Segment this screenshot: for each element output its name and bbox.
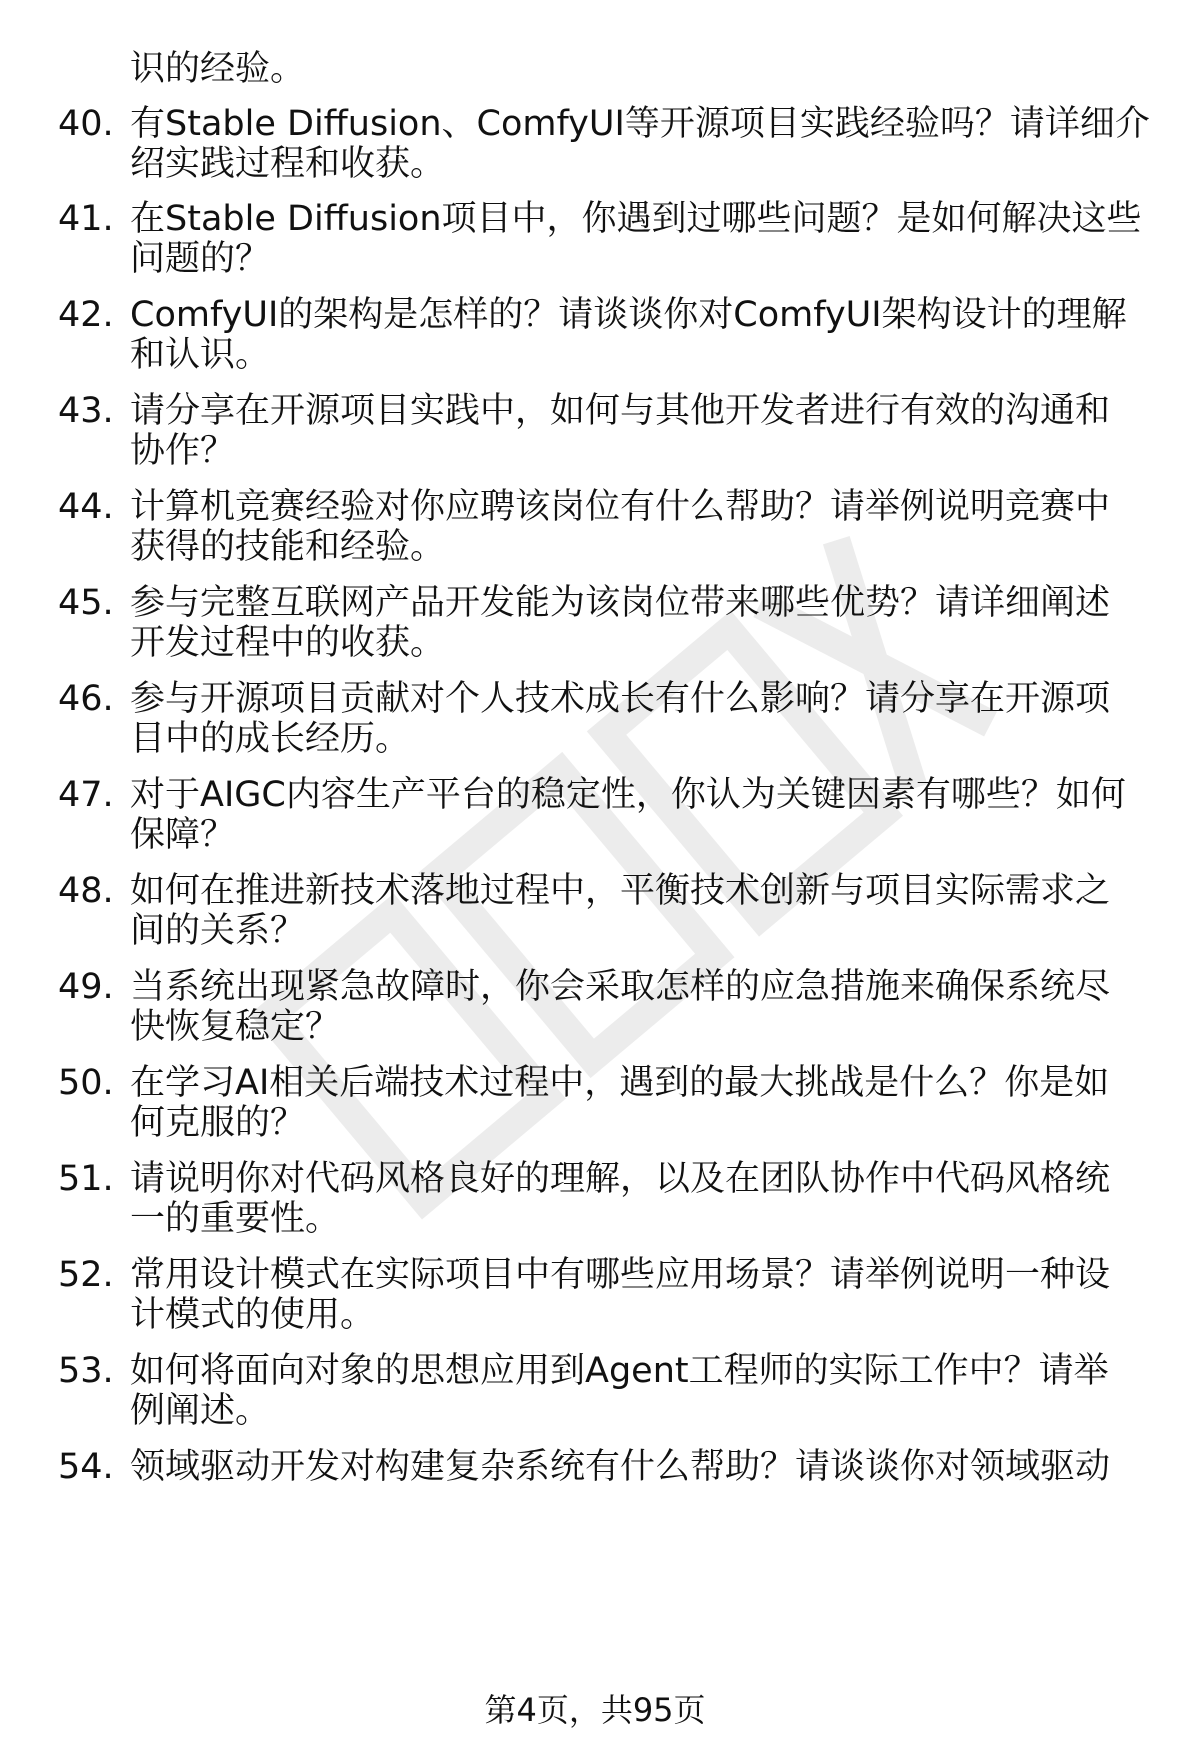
item-text-line: 如何将面向对象的思想应用到Agent工程师的实际工作中？请举 bbox=[130, 1351, 1109, 1391]
item-number: 42. bbox=[58, 295, 114, 335]
item-text-line: 和认识。 bbox=[130, 335, 271, 375]
item-text-line: 如何在推进新技术落地过程中，平衡技术创新与项目实际需求之 bbox=[130, 871, 1111, 911]
item-text-line: 一的重要性。 bbox=[130, 1199, 341, 1239]
item-number: 40. bbox=[58, 104, 114, 144]
item-text-line: 开发过程中的收获。 bbox=[130, 623, 446, 663]
item-text-line: 计算机竞赛经验对你应聘该岗位有什么帮助？请举例说明竞赛中 bbox=[130, 487, 1111, 527]
item-text-line: 何克服的？ bbox=[130, 1103, 306, 1143]
item-text-line: 在Stable Diffusion项目中，你遇到过哪些问题？是如何解决这些 bbox=[130, 199, 1142, 239]
item-text-line: 保障？ bbox=[130, 815, 236, 855]
item-text-line: 间的关系？ bbox=[130, 911, 306, 951]
item-number: 54. bbox=[58, 1447, 114, 1487]
item-text-line: 当系统出现紧急故障时，你会采取怎样的应急措施来确保系统尽 bbox=[130, 967, 1111, 1007]
item-text-line: 请分享在开源项目实践中，如何与其他开发者进行有效的沟通和 bbox=[130, 391, 1111, 431]
item-number: 41. bbox=[58, 199, 114, 239]
item-number: 43. bbox=[58, 391, 114, 431]
item-text-line: ComfyUI的架构是怎样的？请谈谈你对ComfyUI架构设计的理解 bbox=[130, 295, 1127, 335]
item-text-line: 计模式的使用。 bbox=[130, 1295, 376, 1335]
item-text-line: 快恢复稳定？ bbox=[130, 1007, 341, 1047]
item-text-line: 绍实践过程和收获。 bbox=[130, 144, 446, 184]
item-text-line: 参与完整互联网产品开发能为该岗位带来哪些优势？请详细阐述 bbox=[130, 583, 1111, 623]
item-number: 50. bbox=[58, 1063, 114, 1103]
item-text-line: 参与开源项目贡献对个人技术成长有什么影响？请分享在开源项 bbox=[130, 679, 1111, 719]
item-number: 46. bbox=[58, 679, 114, 719]
item-text-line: 在学习AI相关后端技术过程中，遇到的最大挑战是什么？你是如 bbox=[130, 1063, 1110, 1103]
item-text-line: 问题的？ bbox=[130, 239, 271, 279]
intro-tail-text: 识的经验。 bbox=[130, 49, 306, 89]
item-number: 45. bbox=[58, 583, 114, 623]
item-text-line: 请说明你对代码风格良好的理解，以及在团队协作中代码风格统 bbox=[130, 1159, 1111, 1199]
item-number: 53. bbox=[58, 1351, 114, 1391]
item-text-line: 协作？ bbox=[130, 431, 236, 471]
item-text-line: 领域驱动开发对构建复杂系统有什么帮助？请谈谈你对领域驱动 bbox=[130, 1447, 1111, 1487]
item-text-line: 对于AIGC内容生产平台的稳定性，你认为关键因素有哪些？如何 bbox=[130, 775, 1126, 815]
item-text-line: 例阐述。 bbox=[130, 1391, 271, 1431]
item-number: 48. bbox=[58, 871, 114, 911]
item-number: 52. bbox=[58, 1255, 114, 1295]
item-text-line: 获得的技能和经验。 bbox=[130, 527, 446, 567]
item-text-line: 有Stable Diffusion、ComfyUI等开源项目实践经验吗？请详细介 bbox=[130, 104, 1150, 144]
item-number: 51. bbox=[58, 1159, 114, 1199]
page-number-footer: 第4页，共95页 bbox=[484, 1691, 706, 1729]
item-number: 47. bbox=[58, 775, 114, 815]
item-text-line: 常用设计模式在实际项目中有哪些应用场景？请举例说明一种设 bbox=[130, 1255, 1111, 1295]
item-number: 44. bbox=[58, 487, 114, 527]
item-number: 49. bbox=[58, 967, 114, 1007]
item-text-line: 目中的成长经历。 bbox=[130, 719, 411, 759]
